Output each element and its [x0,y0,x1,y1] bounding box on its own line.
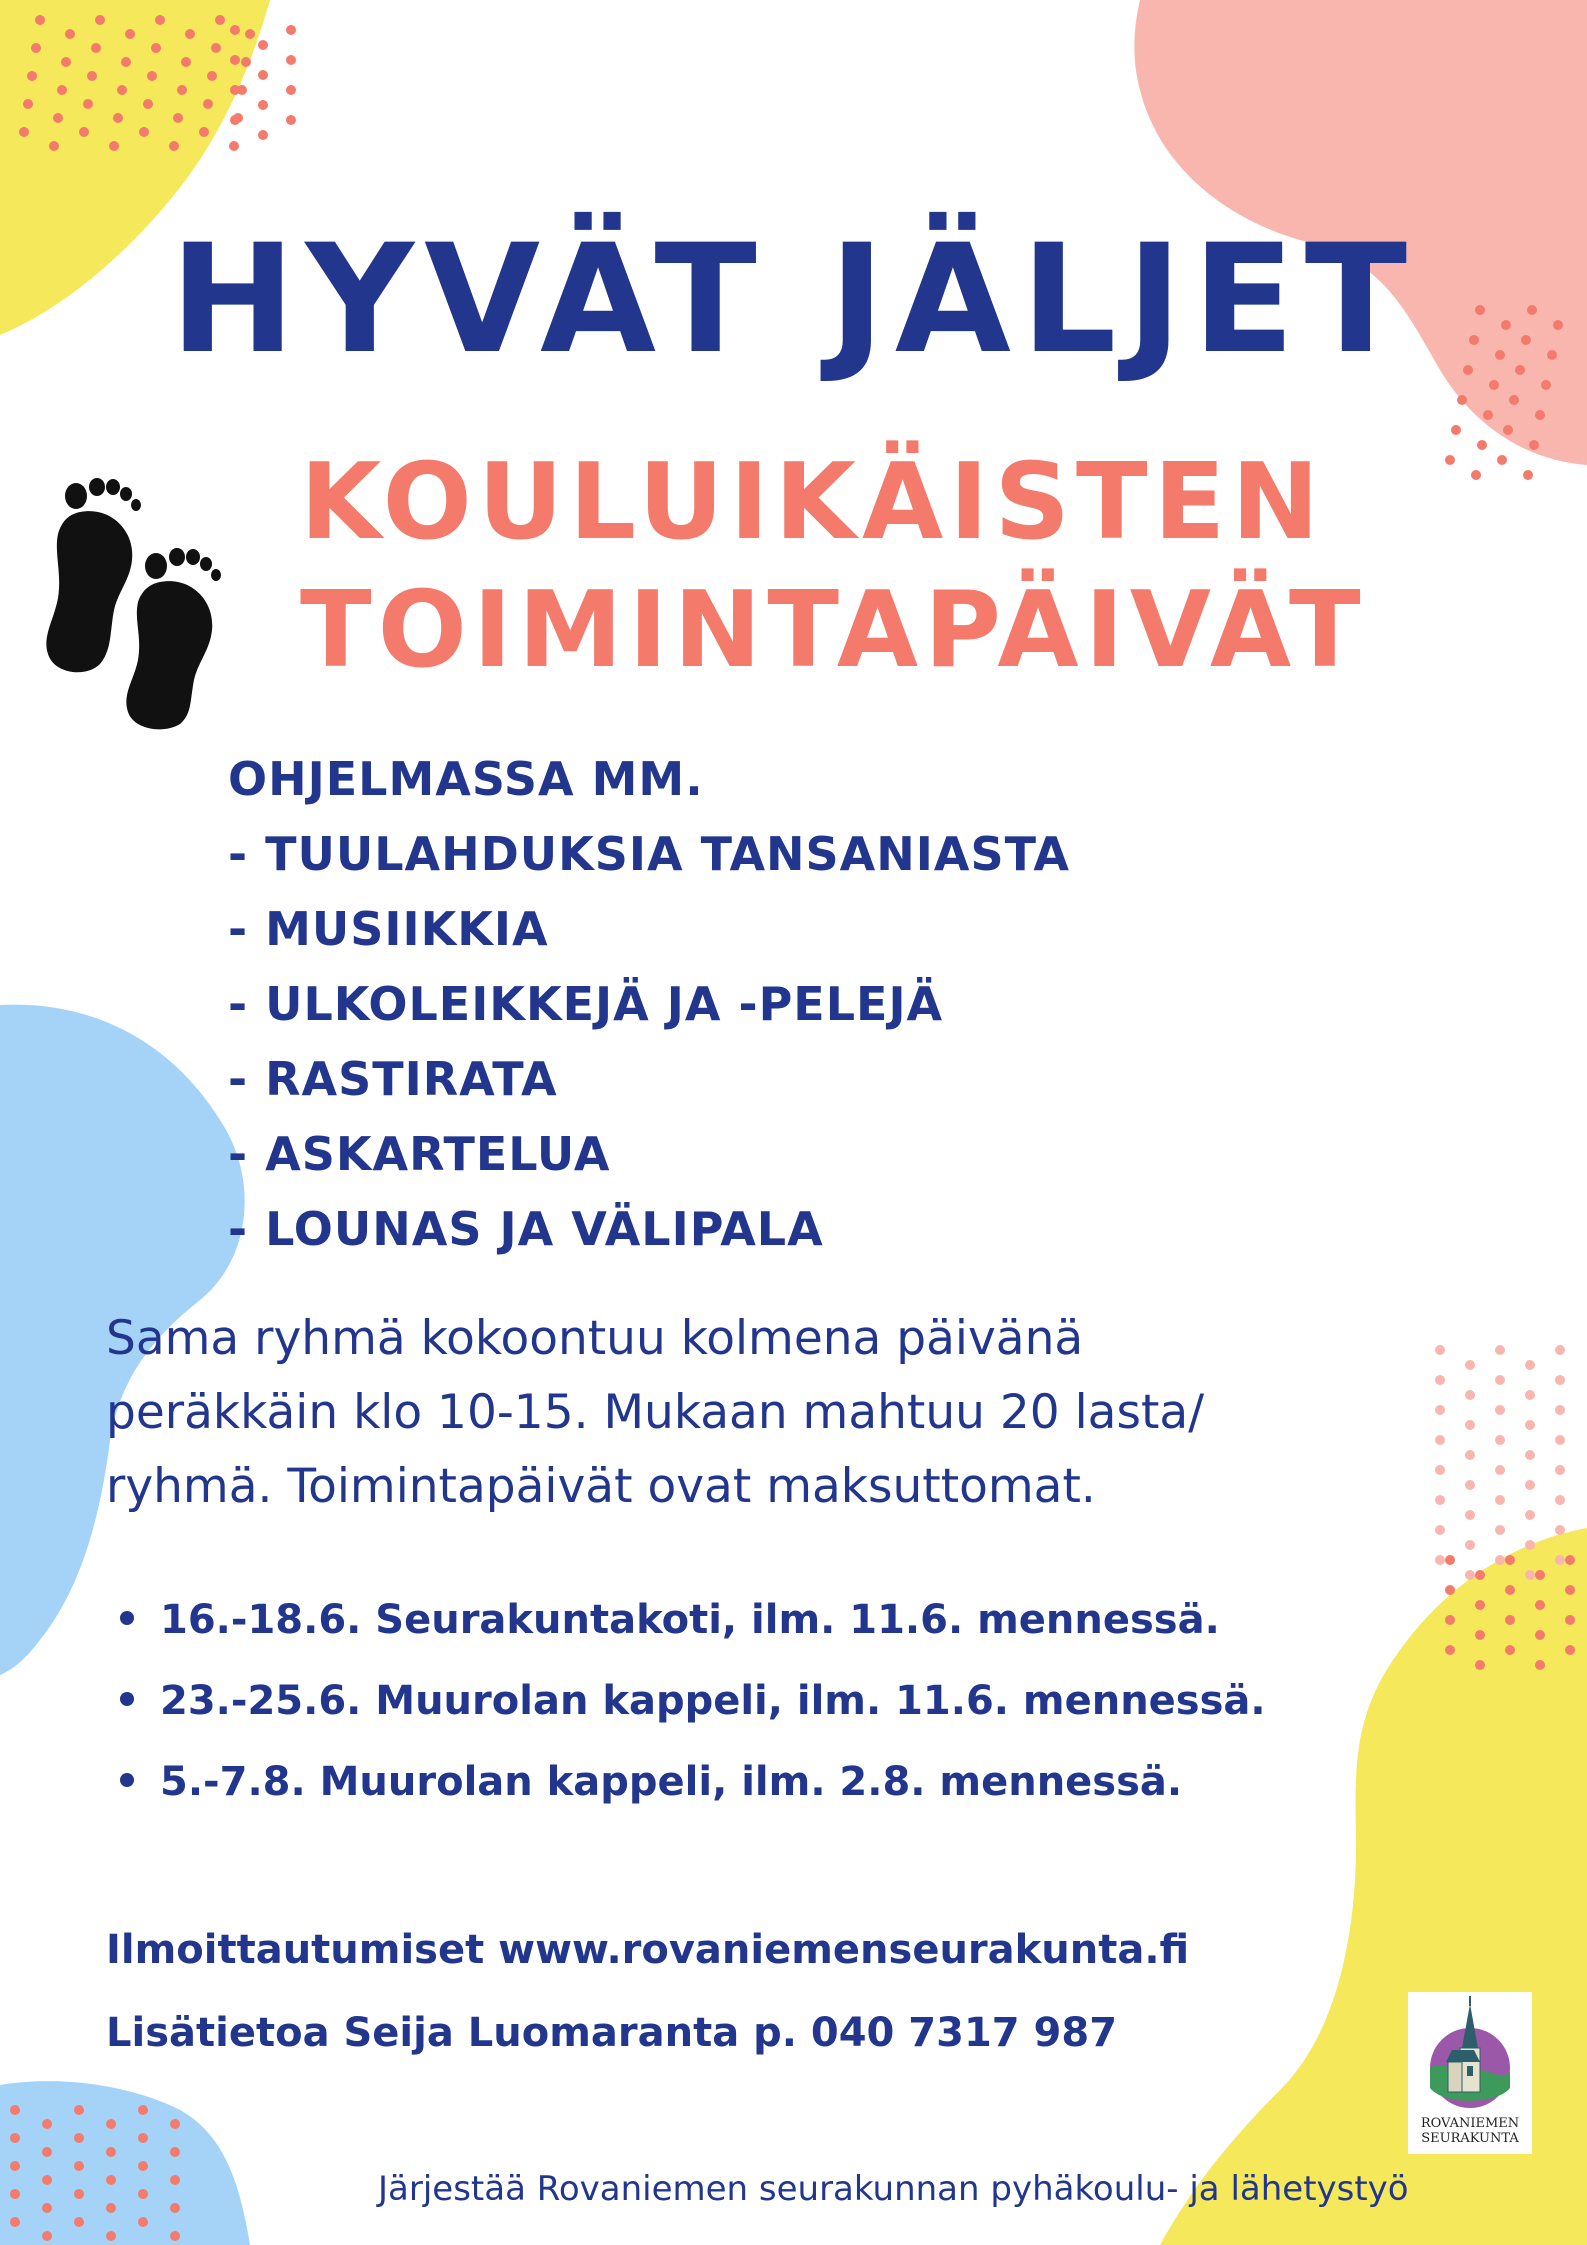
date-text: 16.-18.6. Seurakuntakoti, ilm. 11.6. mennessä. [160,1597,1220,1643]
decorative-dot [1505,1645,1515,1655]
decorative-dot [1477,440,1487,450]
decorative-dot [42,2231,52,2241]
organizer-footer: Järjestää Rovaniemen seurakunnan pyhäkoulu- ja lähetystyö [378,2169,1409,2209]
decorative-dot [1465,1540,1475,1550]
decorative-dot [1445,1555,1455,1565]
decorative-dot [147,71,157,81]
decorative-dot [61,57,71,67]
decorative-dot [1495,1345,1505,1355]
program-item: - MUSIIKKIA [228,902,549,956]
decorative-dot [1555,1405,1565,1415]
decorative-dot [1505,1615,1515,1625]
decorative-dot [31,43,41,53]
decorative-dot [121,57,131,67]
decorative-dot [87,71,97,81]
decorative-dot [1565,1555,1575,1565]
decorative-dot [1435,1465,1445,1475]
decorative-dot [83,99,93,109]
decorative-dot [207,71,217,81]
decorative-dot [170,2147,180,2157]
decorative-dot [1509,395,1519,405]
decorative-dot [138,2217,148,2227]
decorative-dot [113,113,123,123]
decorative-dot [1535,410,1545,420]
decorative-dot [1465,1510,1475,1520]
decorative-dot [1555,1435,1565,1445]
contact-info: Lisätietoa Seija Luomaranta p. 040 7317 987 [106,2010,1118,2056]
decorative-dot [42,2175,52,2185]
decorative-dot [177,85,187,95]
decorative-dot [286,85,296,95]
decorative-dot [106,2147,116,2157]
description-line-2: peräkkäin klo 10-15. Mukaan mahtuu 20 lasta/ [106,1385,1205,1440]
decorative-dot [1525,1510,1535,1520]
decorative-dot [1495,1555,1505,1565]
decorative-dot [143,99,153,109]
decorative-dot [95,15,105,25]
decorative-dot [106,2175,116,2185]
decorative-dot [1525,1450,1535,1460]
decorative-dot [1465,1390,1475,1400]
decorative-dot [1475,1570,1485,1580]
decorative-dot [155,15,165,25]
decorative-dot [230,55,240,65]
decorative-dot [1465,1570,1475,1580]
decorative-dot [138,2189,148,2199]
decorative-dot [10,2189,20,2199]
decorative-dot [1475,1600,1485,1610]
bullet-icon [120,1773,134,1787]
decorative-dot [1495,1465,1505,1475]
decorative-dot [138,2133,148,2143]
decorative-dot [74,2217,84,2227]
decorative-dot [1525,1570,1535,1580]
decorative-dot [1495,1405,1505,1415]
blue-blob-bottom-left [0,2081,250,2245]
decorative-dot [1465,1420,1475,1430]
decorative-dot [10,2105,20,2115]
program-item: - LOUNAS JA VÄLIPALA [228,1202,824,1256]
decorative-dot [1435,1345,1445,1355]
decorative-dot [1555,1345,1565,1355]
decorative-dot [1483,410,1493,420]
page-title: HYVÄT JÄLJET [169,213,1418,387]
decorative-dot [57,85,67,95]
decorative-dot [1495,1495,1505,1505]
decorative-dot [74,2189,84,2199]
decorative-dot [106,2119,116,2129]
decorative-dot [1535,1630,1545,1640]
decorative-dot [258,70,268,80]
decorative-dot [169,141,179,151]
decorative-dot [258,40,268,50]
decorative-dot [10,2133,20,2143]
decorative-dot [199,127,209,137]
decorative-dot [203,99,213,109]
church-logo [1408,1992,1532,2154]
decorative-dot [42,2147,52,2157]
decorative-dot [170,2231,180,2241]
decorative-dot [1495,1525,1505,1535]
decorative-dot [10,2161,20,2171]
decorative-dot [170,2203,180,2213]
decorative-dot [1497,455,1507,465]
decorative-dot [138,2105,148,2115]
decorative-dot [1495,1435,1505,1445]
decorative-dot [1457,395,1467,405]
decorative-dot [65,29,75,39]
decorative-dot [1541,380,1551,390]
decorative-dot [1565,1645,1575,1655]
decorative-dot [1565,1615,1575,1625]
decorative-dot [258,100,268,110]
decorative-dot [1535,1600,1545,1610]
decorative-dot [74,2133,84,2143]
decorative-dot [1445,1615,1455,1625]
date-item [120,1671,1266,1752]
decorative-dot [1445,455,1455,465]
decorative-dot [139,127,149,137]
date-text: 5.-7.8. Muurolan kappeli, ilm. 2.8. mennessä. [160,1759,1183,1805]
decorative-dot [229,141,239,151]
description-line-1: Sama ryhmä kokoontuu kolmena päivänä [106,1311,1084,1366]
decorative-dot [49,141,59,151]
decorative-dot [1535,1660,1545,1670]
decorative-dot [1535,1570,1545,1580]
decorative-dot [106,2231,116,2241]
program-heading: OHJELMASSA MM. [228,752,704,806]
decorative-dot [35,15,45,25]
decorative-dot [1435,1405,1445,1415]
decorative-dot [286,115,296,125]
decorative-dot [74,2105,84,2115]
decorative-dot [170,2175,180,2185]
decorative-dot [109,141,119,151]
decorative-dot [185,29,195,39]
logo-label-line-2: SEURAKUNTA [1421,2131,1519,2146]
decorative-dot [117,85,127,95]
decorative-dot [1435,1435,1445,1445]
decorative-dot [1565,1585,1575,1595]
decorative-dot [1465,1450,1475,1460]
decorative-dot [1555,1525,1565,1535]
decorative-dot [19,127,29,137]
description-paragraph [106,1302,1426,1524]
logo-label-line-1: ROVANIEMEN [1420,2116,1520,2131]
decorative-dot [106,2203,116,2213]
decorative-dot [1525,1420,1535,1430]
decorative-dot [10,2217,20,2227]
program-item: - TUULAHDUKSIA TANSANIASTA [228,827,1071,881]
decorative-dot [211,43,221,53]
decorative-dot [1555,1555,1565,1565]
bullet-icon [120,1611,134,1625]
decorative-dot [23,99,33,109]
logo-label [1408,2116,1532,2146]
decorative-dot [170,2119,180,2129]
decorative-dot [1435,1525,1445,1535]
subtitle-line-1: KOULUIKÄISTEN [300,441,1326,563]
subtitle-line-2: TOIMINTAPÄIVÄT [300,569,1367,691]
decorative-dot [1555,1495,1565,1505]
decorative-dot [245,29,255,39]
church-icon [1408,1992,1532,2116]
decorative-dot [1445,1645,1455,1655]
decorative-dot [230,25,240,35]
decorative-dot [173,113,183,123]
decorative-dot [1525,1540,1535,1550]
decorative-dot [1435,1555,1445,1565]
description-line-3: ryhmä. Toimintapäivät ovat maksuttomat. [106,1459,1096,1514]
decorative-dot [1475,1630,1485,1640]
decorative-dot [1505,1585,1515,1595]
decorative-dot [241,57,251,67]
footprints-icon [40,470,240,730]
decorative-dot [286,25,296,35]
decorative-dot [1555,1465,1565,1475]
decorative-dot [1435,1375,1445,1385]
decorative-dot [1465,1480,1475,1490]
decorative-dot [42,2119,52,2129]
decorative-dot [1525,1480,1535,1490]
decorative-dot [91,43,101,53]
decorative-dot [1465,1360,1475,1370]
decorative-dot [42,2203,52,2213]
program-list [228,748,1070,1273]
decorative-dot [151,43,161,53]
decorative-dot [1451,425,1461,435]
decorative-dot [74,2161,84,2171]
decorative-dot [230,85,240,95]
decorative-dot [1555,1375,1565,1385]
decorative-dot [1525,1390,1535,1400]
decorative-dot [1525,1360,1535,1370]
program-item: - ULKOLEIKKEJÄ JA -PELEJÄ [228,977,944,1031]
decorative-dot [53,113,63,123]
date-item [120,1590,1266,1671]
registration-info: Ilmoittautumiset www.rovaniemenseurakunta.fi [106,1927,1190,1973]
decorative-dot [1495,1375,1505,1385]
date-text: 23.-25.6. Muurolan kappeli, ilm. 11.6. mennessä. [160,1678,1266,1724]
decorative-dot [1489,380,1499,390]
decorative-dot [1475,1660,1485,1670]
decorative-dot [258,130,268,140]
decorative-dot [215,15,225,25]
decorative-dot [1471,470,1481,480]
decorative-dot [230,115,240,125]
decorative-dot [125,29,135,39]
date-item [120,1752,1266,1833]
decorative-dot [1435,1495,1445,1505]
decorative-dot [79,127,89,137]
decorative-dot [1505,1555,1515,1565]
program-item: - RASTIRATA [228,1052,558,1106]
decorative-dot [138,2161,148,2171]
dates-list [120,1590,1266,1833]
decorative-dot [1503,425,1513,435]
decorative-dot [1445,1585,1455,1595]
decorative-dot [181,57,191,67]
decorative-dot [1529,440,1539,450]
program-item: - ASKARTELUA [228,1127,611,1181]
decorative-dot [27,71,37,81]
decorative-dot [286,55,296,65]
bullet-icon [120,1692,134,1706]
decorative-dot [1523,470,1533,480]
